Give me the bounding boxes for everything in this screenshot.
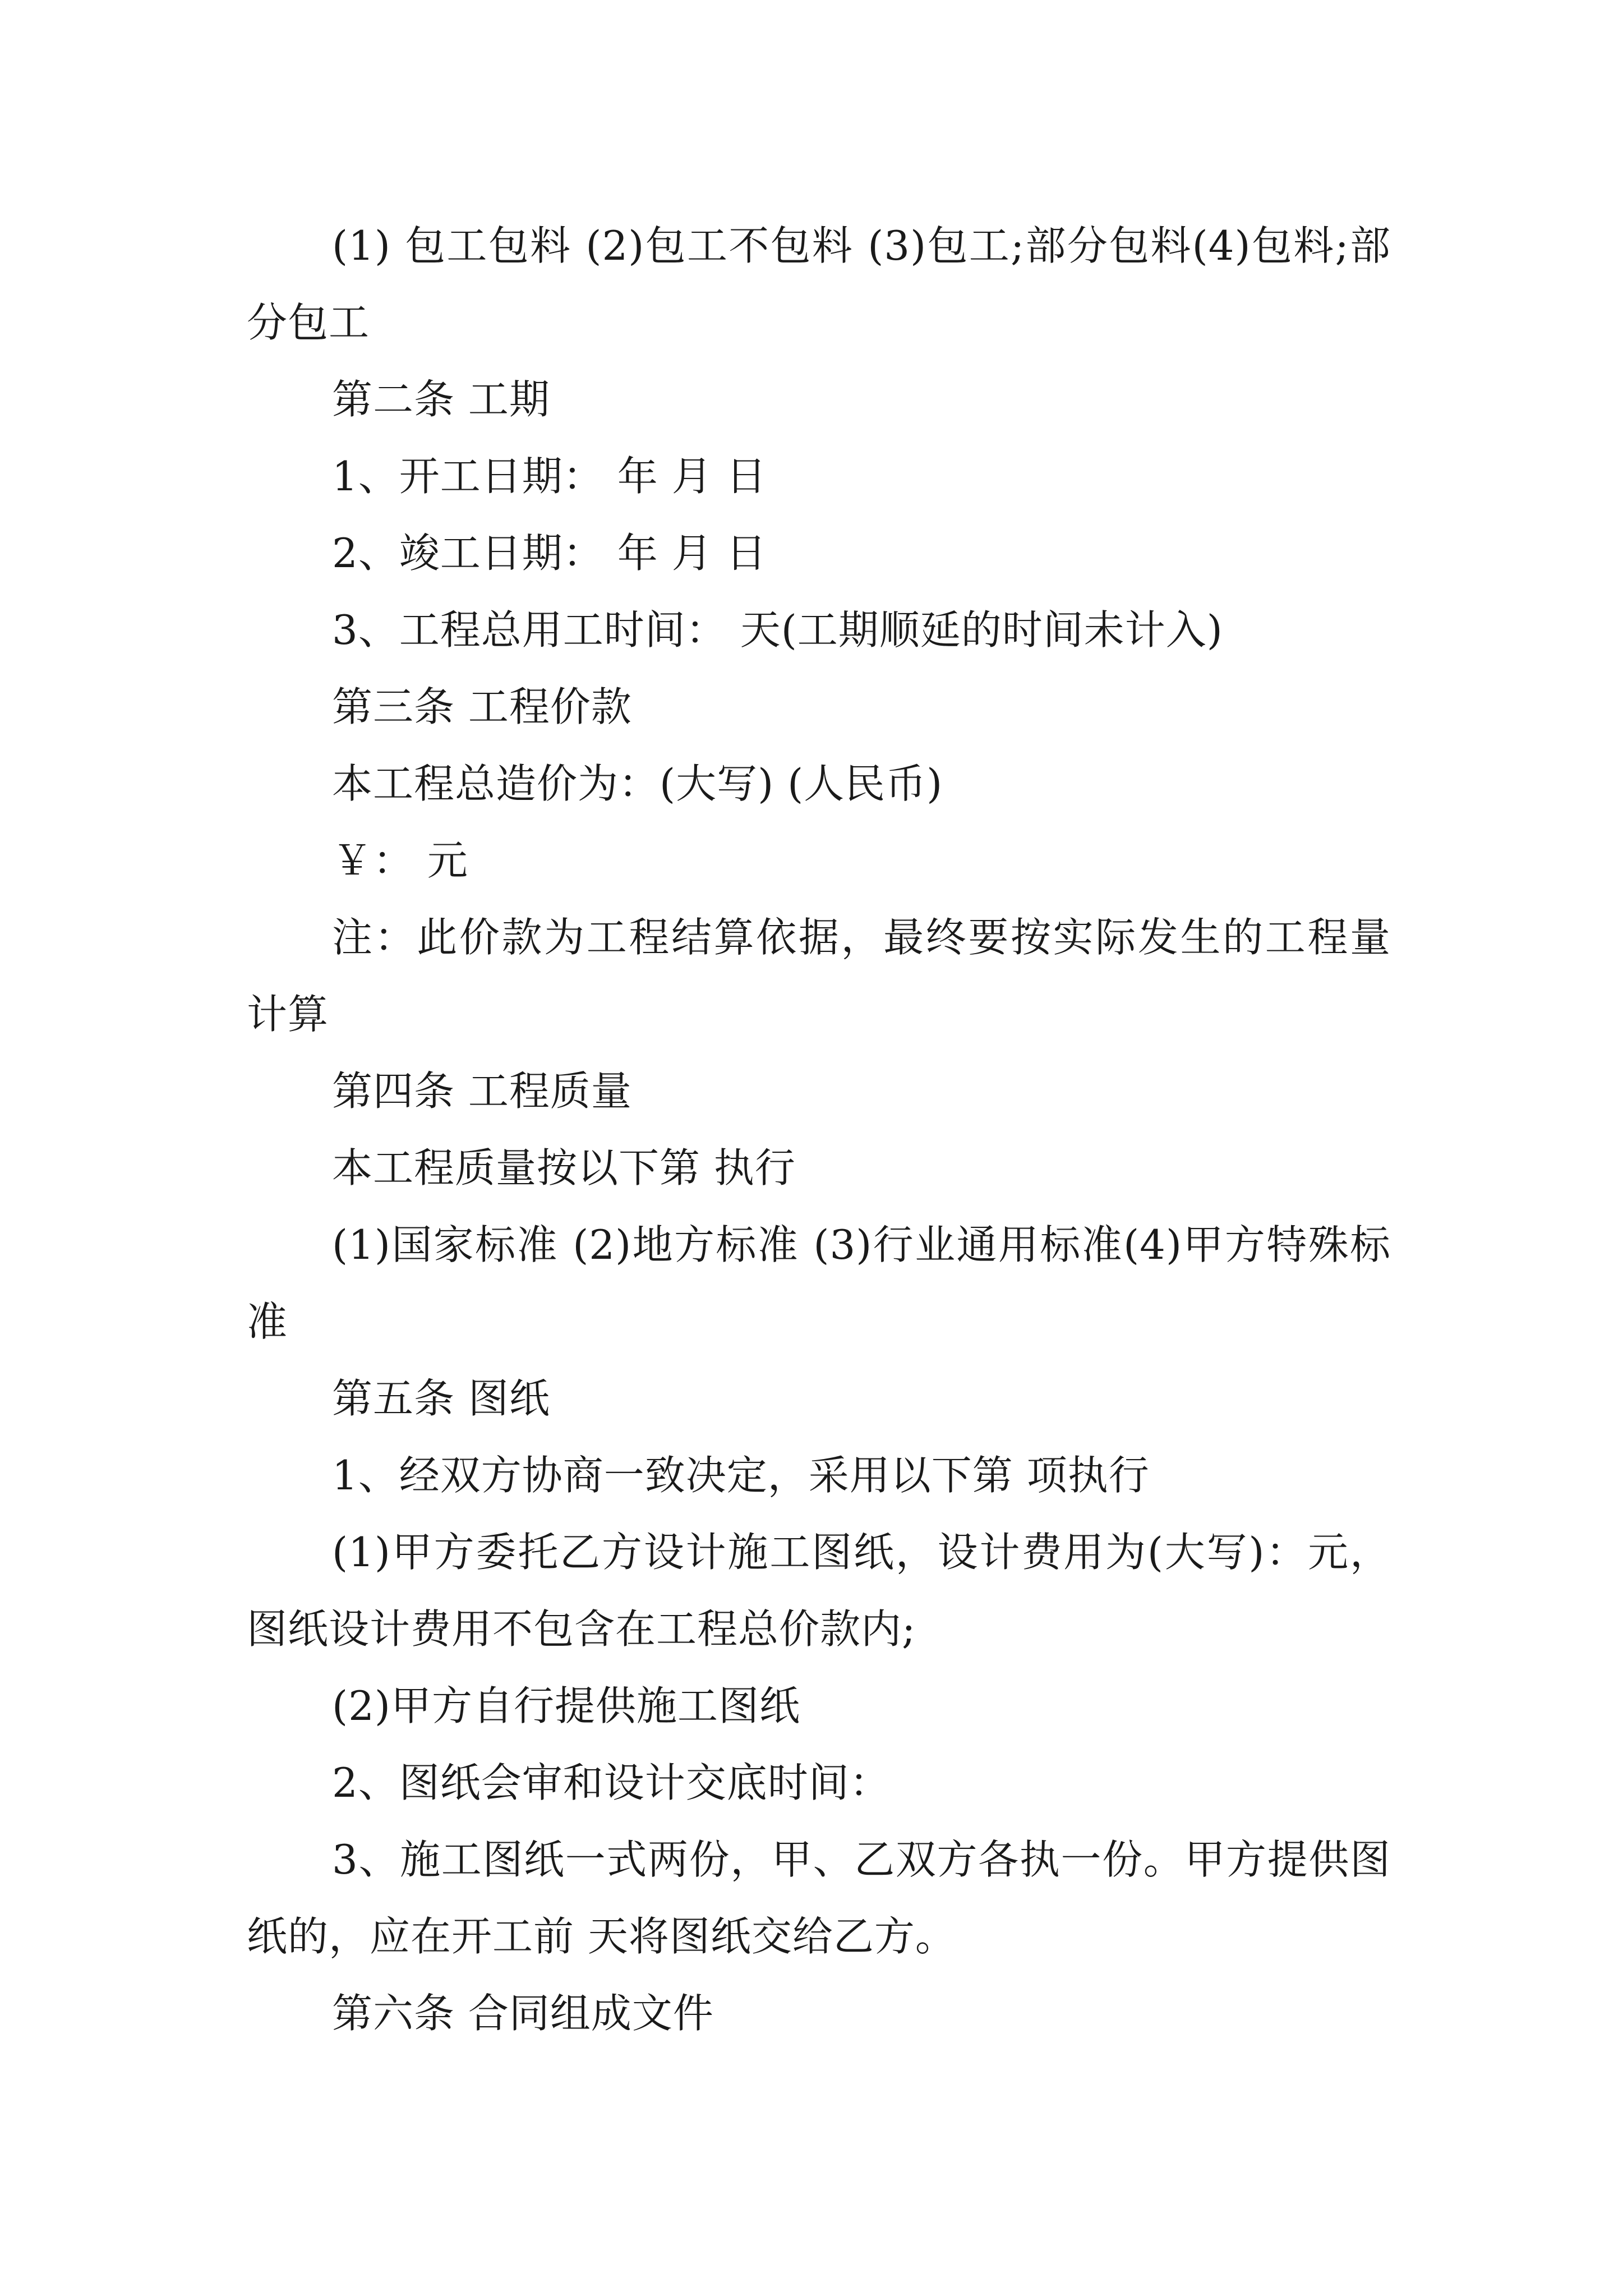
contract-type-options: (1) 包工包料 (2)包工不包料 (3)包工;部分包料(4)包料;部分包工 xyxy=(247,222,1391,346)
start-date-line: 1、开工日期： 年 月 日 xyxy=(332,453,767,500)
article-4-heading: 第四条 工程质量 xyxy=(332,1068,632,1115)
price-note: 注：此价款为工程结算依据，最终要按实际发生的工程量计算 xyxy=(247,914,1391,1038)
quality-standard-options: (1)国家标准 (2)地方标准 (3)行业通用标准(4)甲方特殊标准 xyxy=(247,1221,1391,1345)
price-amount-line: ￥： 元 xyxy=(332,837,468,884)
document-body xyxy=(247,208,1391,2052)
article-5-heading: 第五条 图纸 xyxy=(332,1375,550,1422)
completion-date-line: 2、竣工日期： 年 月 日 xyxy=(332,530,767,577)
drawing-option-2: (2)甲方自行提供施工图纸 xyxy=(332,1682,800,1729)
article-6-heading: 第六条 合同组成文件 xyxy=(332,1990,714,2037)
article-2-heading: 第二条 工期 xyxy=(332,376,550,423)
drawing-copies-line: 3、施工图纸一式两份，甲、乙双方各执一份。甲方提供图纸的，应在开工前 天将图纸交给乙方。 xyxy=(247,1836,1391,1960)
article-3-heading: 第三条 工程价款 xyxy=(332,683,632,730)
total-duration-line: 3、工程总用工时间： 天(工期顺延的时间未计入) xyxy=(332,606,1223,654)
total-price-line: 本工程总造价为：(大写) (人民币) xyxy=(332,760,943,807)
drawing-option-line: 1、经双方协商一致决定，采用以下第 项执行 xyxy=(332,1452,1150,1499)
quality-standard-line: 本工程质量按以下第 执行 xyxy=(332,1144,796,1191)
drawing-option-1: (1)甲方委托乙方设计施工图纸，设计费用为(大写)：元，图纸设计费用不包含在工程总价款内; xyxy=(247,1529,1391,1653)
drawing-review-line: 2、图纸会审和设计交底时间： xyxy=(332,1759,891,1806)
